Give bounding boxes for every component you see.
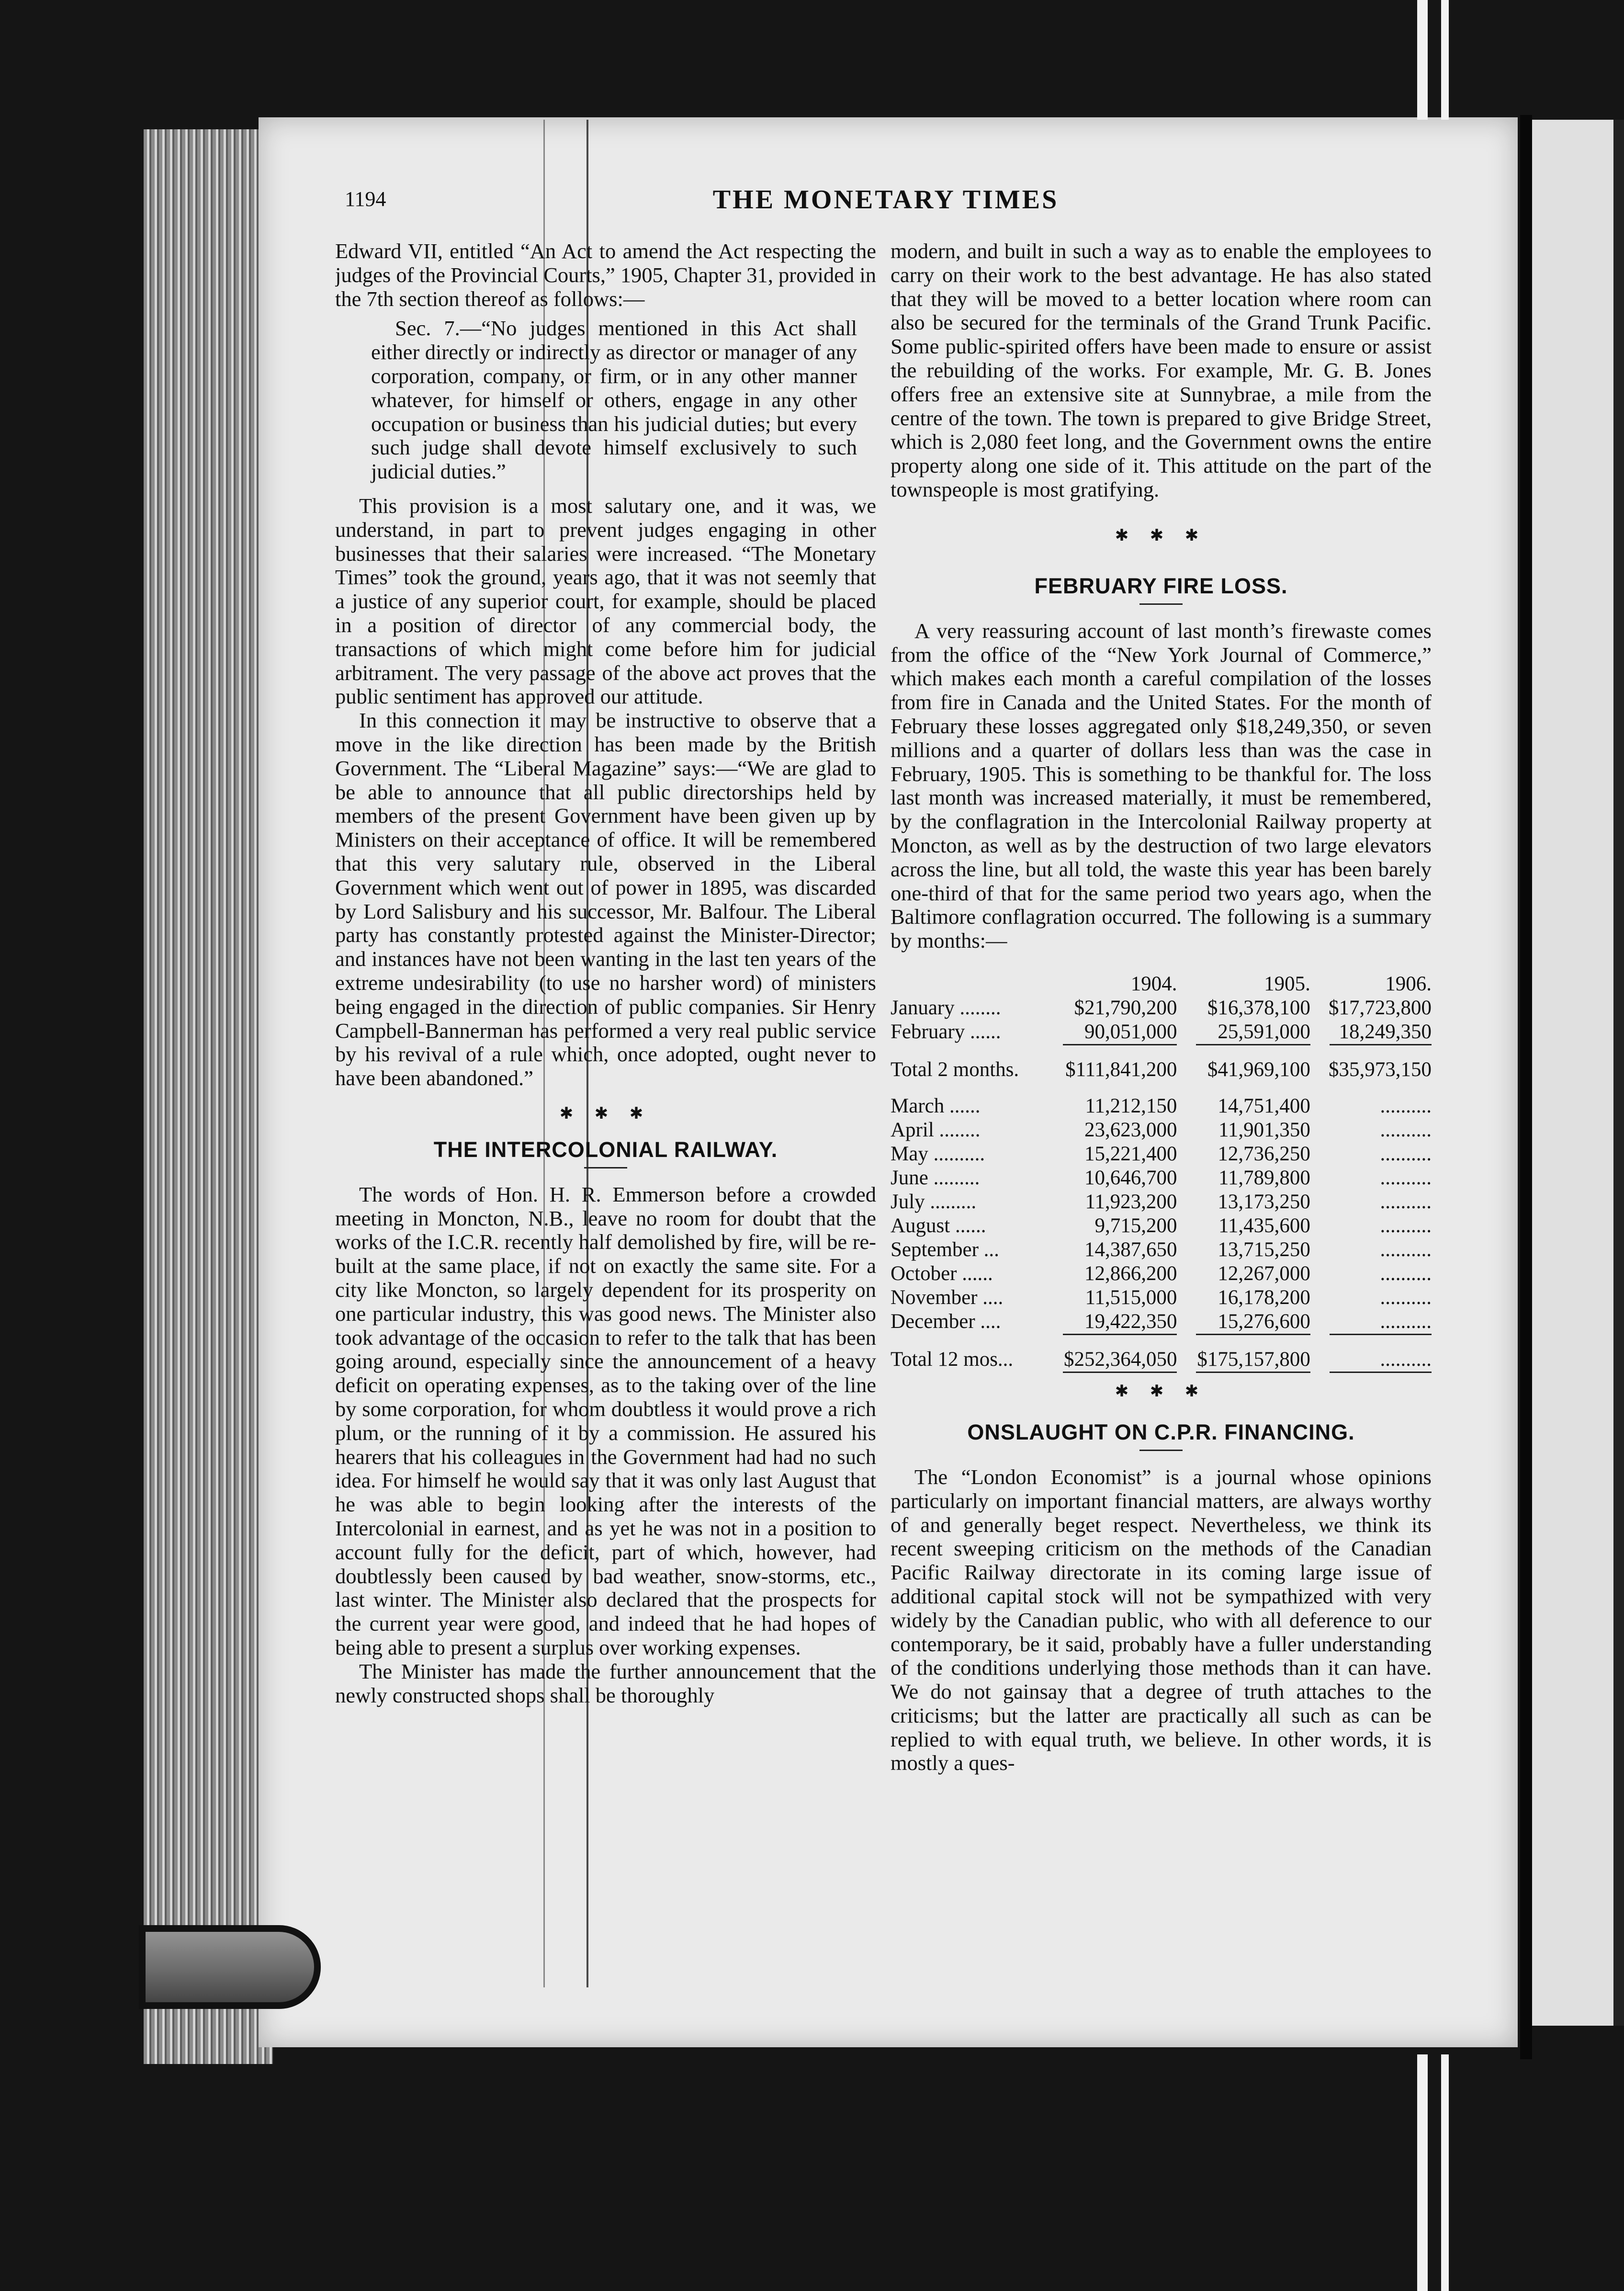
table-row-label: September ... xyxy=(891,1238,999,1261)
table-cell: 12,736,250 xyxy=(1218,1142,1310,1165)
table-row-label: March ...... xyxy=(891,1094,981,1117)
article-paragraph: The Minister has made the further announcement that the newly constructed shops shall be thoroughly xyxy=(335,1659,876,1707)
table-row xyxy=(891,1118,1432,1142)
table-cell: 19,422,350 xyxy=(1084,1310,1177,1333)
table-cell: .......... xyxy=(1380,1214,1432,1237)
table-cell: $17,723,800 xyxy=(1329,996,1432,1019)
book-page-edges xyxy=(144,129,273,2064)
table-cell: 13,173,250 xyxy=(1218,1190,1310,1213)
thumb-holding-page xyxy=(139,1925,321,2009)
table-row xyxy=(891,996,1432,1020)
table-cell: $41,969,100 xyxy=(1207,1058,1310,1081)
table-cell: .......... xyxy=(1380,1118,1432,1141)
table-rule xyxy=(1196,1372,1310,1373)
table-row-label: July ......... xyxy=(891,1190,977,1213)
table-row-label: January ........ xyxy=(891,996,1001,1019)
film-bar-white xyxy=(1441,0,1449,120)
left-column xyxy=(335,239,876,1954)
table-cell: 11,435,600 xyxy=(1218,1214,1310,1237)
fire-loss-table xyxy=(891,972,1432,1373)
table-row xyxy=(891,1238,1432,1262)
table-cell: 14,751,400 xyxy=(1218,1094,1310,1117)
article-paragraph: In this connection it may be instructive to observe that a move in the like direction has been made by the British Government. The “Liberal Magazine” says:—“We are glad to be able to announce that all public directorships held by members of the present Government have been given up by Ministers on their acceptance of office. It will be remembered that this very salutary rule, observed in the Liberal Government which went out of power in 1895, was discarded by Lord Salisbury and his successor, Mr. Balfour. The Liberal party has constantly protested against the Minister-Director; and instances have not been wanting in the last ten years of the extreme undesirability (to use no harsher word) of ministers being engaged in the direction of public companies. Sir Henry Campbell-Bannerman has performed a very real public service by his revival of a rule which, once adopted, ought never to have been abandoned.” xyxy=(335,708,876,1090)
page-content xyxy=(316,177,1455,1959)
table-row xyxy=(891,1190,1432,1214)
heading-rule xyxy=(1139,1450,1183,1451)
article-paragraph: A very reassuring account of last month’s firewaste comes from the office of the “New York Journal of Commerce,” which makes each month a careful compilation of the losses from fire in Canada and the United States. For the month of February these losses aggregated only $18,249,350, or seven millions and a quarter of dollars less than was the case in February, 1905. This is something to be thankful for. The loss last month was increased materially, it must be remembered, by the conflagration in the Intercolonial Railway property at Moncton, as well as by the destruction of two large elevators across the line, but all told, the waste this year has been barely one-third of that for the same period two years ago, when the Baltimore conflagration occurred. The following is a summary by months:— xyxy=(891,618,1432,953)
table-cell: .......... xyxy=(1380,1310,1432,1333)
table-rule xyxy=(1330,1372,1432,1373)
film-bar-white xyxy=(1417,0,1428,120)
book-gutter xyxy=(1520,115,1532,2059)
table-cell: 11,515,000 xyxy=(1085,1286,1177,1309)
table-cell: 11,923,200 xyxy=(1085,1190,1177,1213)
table-row xyxy=(891,1166,1432,1190)
table-cell: 23,623,000 xyxy=(1084,1118,1177,1141)
table-total-row xyxy=(891,1058,1432,1082)
facing-page-shadow xyxy=(1613,120,1624,2026)
table-row-label: Total 12 mos... xyxy=(891,1348,1014,1371)
table-row-label: November .... xyxy=(891,1286,1004,1309)
table-row-label: August ...... xyxy=(891,1214,986,1237)
article-paragraph: The words of Hon. H. R. Emmerson before a crowded meeting in Moncton, N.B., leave no room for doubt that the works of the I.C.R. recently half demolished by fire, will be re-built at the same place, if not on exactly the same site. For a city like Moncton, so largely dependent for its prosperity on one particular industry, this was good news. The Minister also took advantage of the occasion to refer to the talk that has been going around, especially since the announcement of a heavy deficit on operating expenses, as to the taking over of the line by some corporation, for whom doubtless it would prove a rich plum, or the running of it by a commission. He assured his hearers that his colleagues in the Government had had no such idea. For himself he would say that it was only last August that he was able to begin looking after the interests of the Intercolonial in earnest, and as yet he was not in a position to account fully for the deficit, part of which, however, had doubtlessly been caused by bad weather, snow-storms, etc., last winter. The Minister also declared that the prospects for the current year were good, and indeed that he had hopes of being able to present a surplus over working expenses. xyxy=(335,1182,876,1660)
section-ornament: ✱ ✱ ✱ xyxy=(1115,526,1207,544)
table-cell: $21,790,200 xyxy=(1074,996,1177,1019)
table-row xyxy=(891,1094,1432,1118)
table-cell: 10,646,700 xyxy=(1084,1166,1177,1189)
table-cell: .......... xyxy=(1380,1142,1432,1165)
table-cell: 90,051,000 xyxy=(1084,1020,1177,1043)
table-cell: $111,841,200 xyxy=(1065,1058,1177,1081)
table-column-header: 1904. xyxy=(1130,972,1177,995)
heading-rule xyxy=(584,1167,627,1168)
statute-quote: Sec. 7.—“No judges mentioned in this Act shall either directly or indirectly as director or manager of any corporation, company, or firm, or in any other manner whatever, for himself or others, engage in any other occupation or business than his judicial duties; but every such judge shall devote himself exclusively to such judicial duties.” xyxy=(371,316,857,484)
section-ornament: ✱ ✱ ✱ xyxy=(559,1104,652,1123)
table-row xyxy=(891,1142,1432,1166)
table-total-row xyxy=(891,1348,1432,1372)
table-column-header: 1905. xyxy=(1264,972,1310,995)
table-row xyxy=(891,1020,1432,1044)
table-cell: .......... xyxy=(1380,1190,1432,1213)
running-head: THE MONETARY TIMES xyxy=(712,185,1059,215)
facing-page-edge xyxy=(1532,120,1624,2026)
film-bar-white xyxy=(1417,2054,1428,2291)
table-cell: .......... xyxy=(1380,1166,1432,1189)
table-row-label: February ...... xyxy=(891,1020,1001,1043)
table-row xyxy=(891,1286,1432,1310)
table-column-header: 1906. xyxy=(1385,972,1432,995)
table-cell: .......... xyxy=(1380,1238,1432,1261)
table-cell: 15,221,400 xyxy=(1084,1142,1177,1165)
table-row-label: April ........ xyxy=(891,1118,981,1141)
table-rule xyxy=(1063,1372,1177,1373)
table-rule-row xyxy=(891,1372,1432,1373)
section-heading: FEBRUARY FIRE LOSS. xyxy=(1034,573,1288,598)
page-number: 1194 xyxy=(345,187,386,211)
table-cell: 11,212,150 xyxy=(1085,1094,1177,1117)
table-cell: $175,157,800 xyxy=(1197,1348,1310,1371)
section-heading: THE INTERCOLONIAL RAILWAY. xyxy=(433,1137,778,1162)
table-cell: 16,178,200 xyxy=(1218,1286,1310,1309)
table-cell: 11,901,350 xyxy=(1218,1118,1310,1141)
table-row xyxy=(891,1310,1432,1334)
table-row xyxy=(891,1262,1432,1286)
table-row-label: May .......... xyxy=(891,1142,985,1165)
table-cell: 11,789,800 xyxy=(1218,1166,1310,1189)
heading-rule xyxy=(1139,603,1183,605)
article-paragraph: modern, and built in such a way as to enable the employees to carry on their work to the best advantage. He has also stated that they will be moved to a better location where room can also be secured for the terminals of the Grand Trunk Pacific. Some public-spirited offers have been made to ensure or assist the rebuilding of the works. For example, Mr. G. B. Jones offers free an extensive site at Sunnybrae, a mile from the centre of the town. The town is prepared to give Bridge Street, which is 2,080 feet long, and the Government owns the entire property along one side of it. This attitude on the part of the townspeople is most gratifying. xyxy=(891,239,1432,501)
right-column xyxy=(891,239,1432,1954)
table-cell: .......... xyxy=(1380,1348,1432,1371)
table-header-row xyxy=(891,972,1432,996)
table-row-label: Total 2 months. xyxy=(891,1058,1019,1081)
section-heading: ONSLAUGHT ON C.P.R. FINANCING. xyxy=(967,1419,1355,1444)
table-cell: $35,973,150 xyxy=(1329,1058,1432,1081)
table-cell: 25,591,000 xyxy=(1218,1020,1310,1043)
section-ornament: ✱ ✱ ✱ xyxy=(1115,1382,1207,1400)
table-cell: .......... xyxy=(1380,1286,1432,1309)
table-row-label: October ...... xyxy=(891,1262,993,1285)
table-cell: 15,276,600 xyxy=(1218,1310,1310,1333)
table-row-label: December .... xyxy=(891,1310,1001,1333)
table-cell: .......... xyxy=(1380,1094,1432,1117)
table-cell: 12,866,200 xyxy=(1084,1262,1177,1285)
table-cell: .......... xyxy=(1380,1262,1432,1285)
article-paragraph: The “London Economist” is a journal whose opinions particularly on important financial matters, are always worthy of and generally beget respect. Nevertheless, we think its recent sweeping criticism on the methods of the Canadian Pacific Railway directorate in its coming large issue of additional capital stock will not be sympathized with very widely by the Canadian public, who with all deference to our contemporary, be it said, probably have a fuller understanding of the conditions underlying those methods than it can have. We do not gainsay that a degree of truth attaches to the criticisms; but the latter are practically all such as can be replied to with equal truth, we believe. In other words, it is mostly a ques- xyxy=(891,1464,1432,1775)
film-bar-white xyxy=(1441,2054,1449,2291)
table-cell: 12,267,000 xyxy=(1218,1262,1310,1285)
table-cell: $252,364,050 xyxy=(1063,1348,1177,1371)
table-cell: 18,249,350 xyxy=(1339,1020,1432,1043)
article-paragraph: This provision is a most salutary one, and it was, we understand, in part to prevent judges engaging in other businesses that their salaries were increased. “The Monetary Times” took the ground, years ago, that it was not seemly that a justice of any superior court, for example, should be placed in a position of director of any commercial body, the transactions of which might come before him for judicial arbitrament. The very passage of the above act proves that the public sentiment has approved our attitude. xyxy=(335,493,876,709)
table-cell: $16,378,100 xyxy=(1207,996,1310,1019)
table-cell: 13,715,250 xyxy=(1218,1238,1310,1261)
table-row xyxy=(891,1214,1432,1238)
table-cell: 14,387,650 xyxy=(1084,1238,1177,1261)
intro-paragraph: Edward VII, entitled “An Act to amend the Act respecting the judges of the Provincial Courts,” 1905, Chapter 31, provided in the 7th section thereof as follows:— xyxy=(335,239,876,311)
table-row-label: June ......... xyxy=(891,1166,980,1189)
table-cell: 9,715,200 xyxy=(1094,1214,1177,1237)
